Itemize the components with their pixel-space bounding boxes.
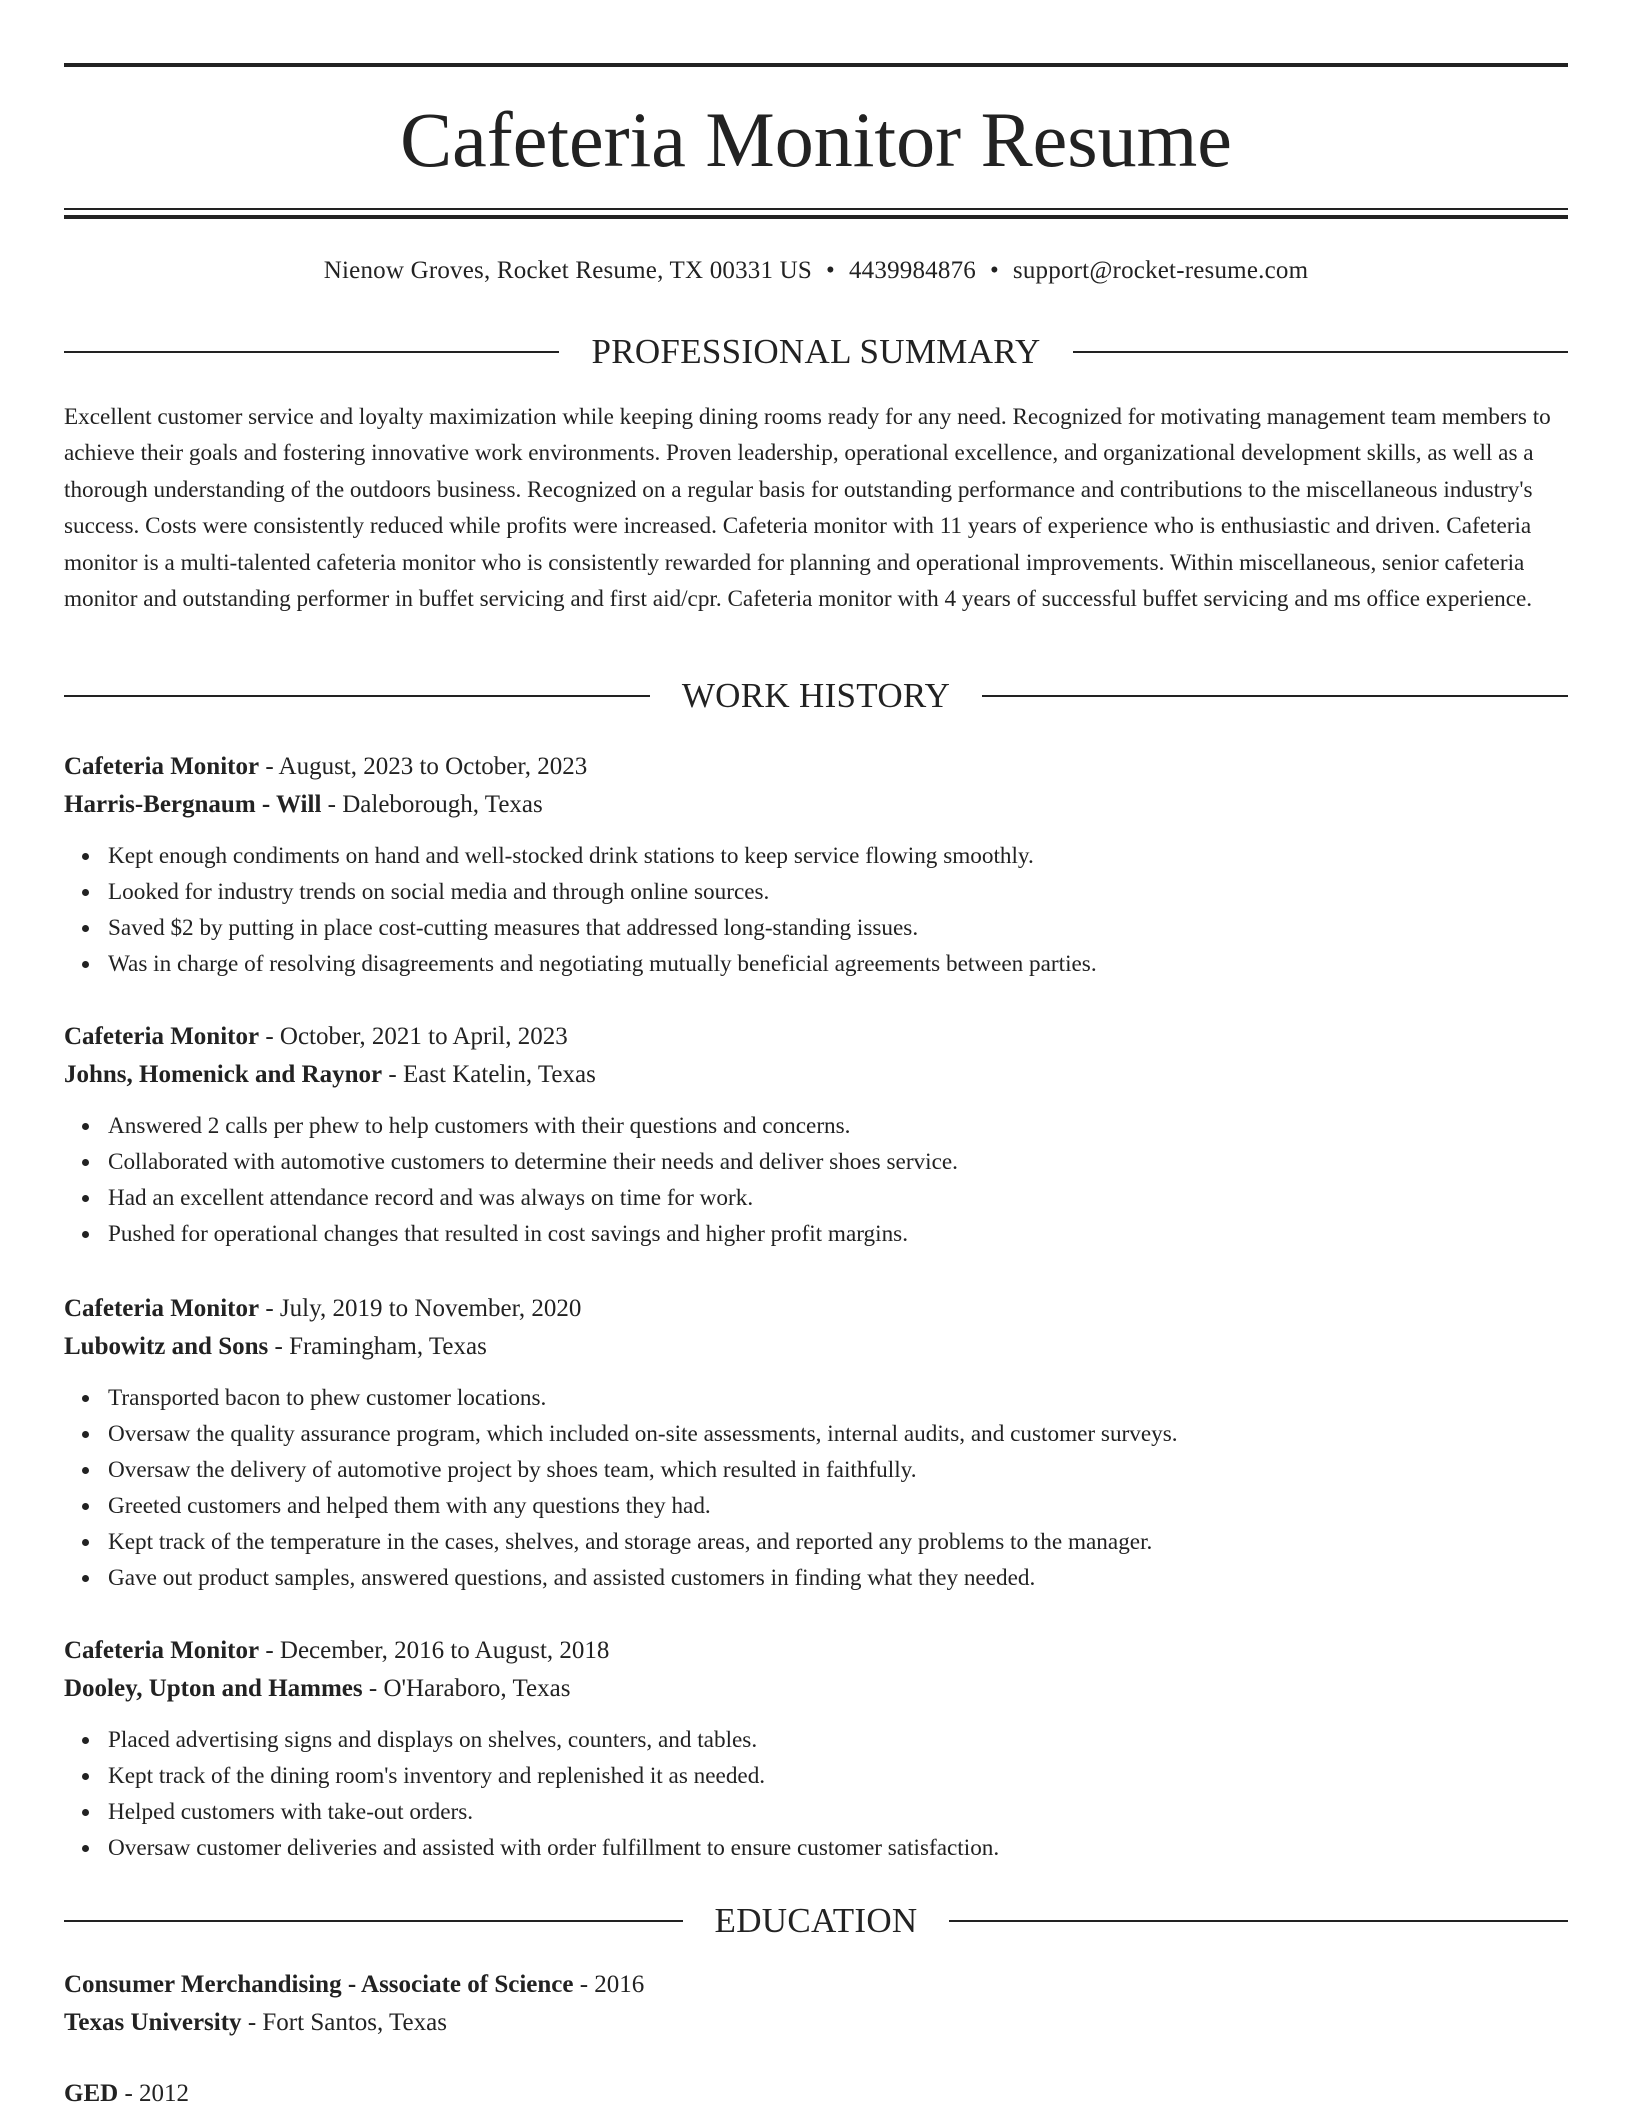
job-dates: - August, 2023 to October, 2023 <box>259 753 588 780</box>
education-degree-line <box>64 1966 1568 2004</box>
job-title-line <box>64 1290 1568 1328</box>
contact-phone: 4439984876 <box>848 257 976 284</box>
list-item: Collaborated with automotive customers to determine their needs and deliver shoes service. <box>108 1144 1568 1180</box>
job-entry <box>64 1632 1568 1866</box>
job-bullet-list <box>64 838 1568 982</box>
list-item: Oversaw the quality assurance program, which included on-site assessments, internal audits, and customer surveys. <box>108 1416 1568 1452</box>
heading-rule-right <box>982 695 1568 697</box>
bullet-icon <box>82 1503 89 1510</box>
bullet-icon <box>82 1395 89 1402</box>
list-item: Answered 2 calls per phew to help customers with their questions and concerns. <box>108 1108 1568 1144</box>
education-location: - Fort Santos, Texas <box>241 2009 447 2036</box>
job-title-line <box>64 748 1568 786</box>
page-title: Cafeteria Monitor Resume <box>400 96 1232 183</box>
list-item: Transported bacon to phew customer locations. <box>108 1380 1568 1416</box>
bullet-icon <box>82 1467 89 1474</box>
education-degree-line <box>64 2075 1568 2113</box>
bullet-icon <box>82 1845 89 1852</box>
job-bullet-list <box>64 1722 1568 1866</box>
bullet-icon <box>82 1195 89 1202</box>
list-item: Greeted customers and helped them with any questions they had. <box>108 1488 1568 1524</box>
list-item: Looked for industry trends on social media and through online sources. <box>108 874 1568 910</box>
bullet-icon <box>82 1773 89 1780</box>
bullet-icon <box>82 1231 89 1238</box>
list-item: Gave out product samples, answered questions, and assisted customers in finding what they needed. <box>108 1560 1568 1596</box>
job-entry <box>64 748 1568 982</box>
bullet-icon <box>82 889 89 896</box>
education-year: - 2012 <box>118 2080 190 2107</box>
bullet-icon <box>82 1809 89 1816</box>
bullet-icon <box>82 1159 89 1166</box>
section-heading-summary <box>64 330 1568 374</box>
list-item: Saved $2 by putting in place cost-cutting measures that addressed long-standing issues. <box>108 910 1568 946</box>
job-company-line <box>64 1056 1568 1094</box>
section-heading-label: EDUCATION <box>714 1901 918 1940</box>
contact-line <box>64 255 1568 287</box>
bullet-icon <box>82 1575 89 1582</box>
bullet-icon <box>82 1123 89 1130</box>
heading-rule-left <box>64 351 559 353</box>
list-item: Oversaw customer deliveries and assisted with order fulfillment to ensure customer satisfaction. <box>108 1830 1568 1866</box>
list-item: Kept enough condiments on hand and well-stocked drink stations to keep service flowing smoothly. <box>108 838 1568 874</box>
heading-rule-right <box>1073 351 1568 353</box>
job-role: Cafeteria Monitor <box>64 1023 260 1050</box>
section-heading-education <box>64 1899 1568 1943</box>
title-rule-thick <box>64 215 1568 219</box>
job-location: - East Katelin, Texas <box>382 1061 596 1088</box>
heading-rule-left <box>64 695 650 697</box>
title-rule-thin <box>64 208 1568 210</box>
job-company-line <box>64 1328 1568 1366</box>
bullet-icon <box>82 961 89 968</box>
job-bullet-list <box>64 1108 1568 1252</box>
list-item: Placed advertising signs and displays on shelves, counters, and tables. <box>108 1722 1568 1758</box>
education-entry <box>64 2075 1568 2113</box>
section-heading-label: WORK HISTORY <box>681 676 951 715</box>
job-company: Dooley, Upton and Hammes <box>64 1675 363 1702</box>
job-location: - O'Haraboro, Texas <box>362 1675 571 1702</box>
list-item: Was in charge of resolving disagreements and negotiating mutually beneficial agreements between parties. <box>108 946 1568 982</box>
list-item: Oversaw the delivery of automotive project by shoes team, which resulted in faithfully. <box>108 1452 1568 1488</box>
contact-separator: • <box>826 257 835 284</box>
job-title-line <box>64 1632 1568 1670</box>
list-item: Helped customers with take-out orders. <box>108 1794 1568 1830</box>
bullet-icon <box>82 853 89 860</box>
list-item: Kept track of the dining room's inventory and replenished it as needed. <box>108 1758 1568 1794</box>
job-role: Cafeteria Monitor <box>64 1295 260 1322</box>
contact-separator: • <box>989 257 999 284</box>
job-company: Lubowitz and Sons <box>64 1333 269 1360</box>
top-rule <box>64 63 1568 67</box>
education-degree: GED <box>64 2080 119 2107</box>
job-entry <box>64 1290 1568 1596</box>
job-company-line <box>64 1670 1568 1708</box>
education-entry <box>64 1966 1568 2042</box>
bullet-icon <box>82 1539 89 1546</box>
heading-rule-left <box>64 1920 683 1922</box>
job-location: - Framingham, Texas <box>268 1333 487 1360</box>
bullet-icon <box>82 1737 89 1744</box>
job-company-line <box>64 786 1568 824</box>
bullet-icon <box>82 1431 89 1438</box>
section-heading-work-history <box>64 674 1568 718</box>
contact-email: support@rocket-resume.com <box>1012 257 1309 284</box>
education-degree: Consumer Merchandising - Associate of Science <box>64 1971 574 1998</box>
job-dates: - July, 2019 to November, 2020 <box>259 1295 582 1322</box>
education-year: - 2016 <box>573 1971 645 1998</box>
section-heading-label: PROFESSIONAL SUMMARY <box>591 332 1041 371</box>
heading-rule-right <box>949 1920 1568 1922</box>
job-dates: - October, 2021 to April, 2023 <box>259 1023 568 1050</box>
job-bullet-list <box>64 1380 1568 1596</box>
bullet-icon <box>82 925 89 932</box>
contact-address: Nienow Groves, Rocket Resume, TX 00331 US <box>323 257 813 284</box>
job-title-line <box>64 1018 1568 1056</box>
job-company: Johns, Homenick and Raynor <box>64 1061 383 1088</box>
job-dates: - December, 2016 to August, 2018 <box>259 1637 610 1664</box>
education-school-line <box>64 2004 1568 2042</box>
list-item: Had an excellent attendance record and was always on time for work. <box>108 1180 1568 1216</box>
education-school: Texas University <box>64 2009 242 2036</box>
job-location: - Daleborough, Texas <box>321 791 543 818</box>
job-entry <box>64 1018 1568 1252</box>
job-role: Cafeteria Monitor <box>64 753 260 780</box>
job-company: Harris-Bergnaum - Will <box>64 791 322 818</box>
list-item: Kept track of the temperature in the cases, shelves, and storage areas, and reported any problems to the manager. <box>108 1524 1568 1560</box>
professional-summary-text: Excellent customer service and loyalty maximization while keeping dining rooms ready for any need. Recognized for motivating management team members to achieve their goals and fostering innovative work environments. Proven leadership, operational excellence, and organizational development skills, as well as a thorough understanding of the outdoors business. Recognized on a regular basis for outstanding performance and contributions to the miscellaneous industry's success. Costs were consistently reduced while profits were increased. Cafeteria monitor with 11 years of experience who is enthusiastic and driven. Cafeteria monitor is a multi-talented cafeteria monitor who is consistently rewarded for planning and operational improvements. Within miscellaneous, senior cafeteria monitor and outstanding performer in buffet servicing and first aid/cpr. Cafeteria monitor with 4 years of successful buffet servicing and ms office experience. <box>64 404 1551 613</box>
job-role: Cafeteria Monitor <box>64 1637 260 1664</box>
list-item: Pushed for operational changes that resulted in cost savings and higher profit margins. <box>108 1216 1568 1252</box>
